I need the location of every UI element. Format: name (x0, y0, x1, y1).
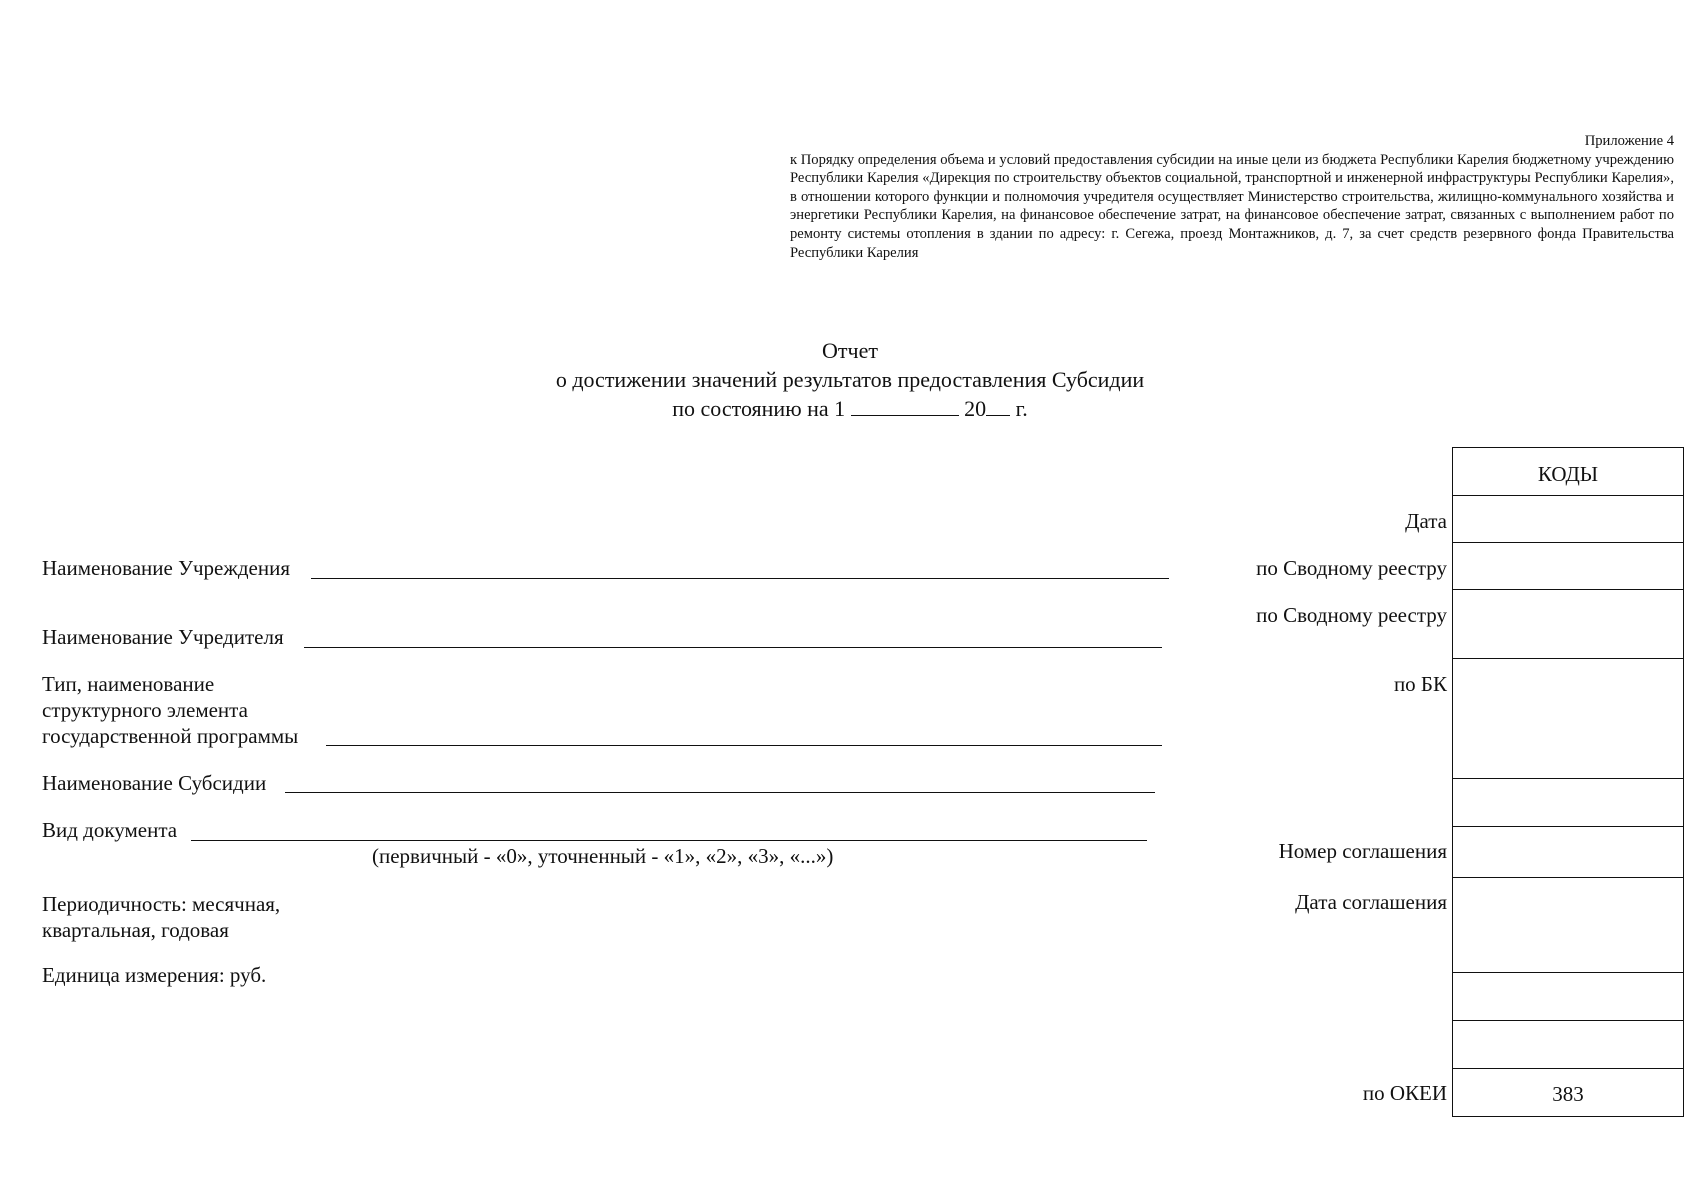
title-line-2: о достижении значений результатов предоставления Субсидии (555, 367, 1145, 392)
code-cell-blank-3[interactable] (1453, 1021, 1683, 1069)
periodicity-label-line-2: квартальная, годовая (42, 918, 229, 942)
institution-label: Наименование Учреждения (42, 556, 290, 580)
title-year-suffix: г. (1015, 396, 1028, 421)
program-label-line-2: структурного элемента (42, 698, 248, 722)
founder-field[interactable] (304, 647, 1162, 648)
code-cell-agreement-date[interactable] (1453, 878, 1683, 973)
code-cell-blank-2[interactable] (1453, 973, 1683, 1021)
appendix-text: к Порядку определения объема и условий предоставления субсидии на иные цели из бюджета Республики Карелия бюджетному учреждению Республики Карелия «Дирекция по строительству объектов социальной, транспортной и инженерной инфраструктуры Республики Карелия», в отношении которого функции и полномочия учредителя осуществляет Министерство строительства, жилищно-коммунального хозяйства и энергетики Республики Карелия, на финансовое обеспечение затрат, на финансовое обеспечение затрат, связанных с выполнением работ по ремонту системы отопления в здании по адресу: г. Сегежа, проезд Монтажников, д. 7, за счет средств резервного фонда Правительства Республики Карелия (790, 151, 1674, 261)
institution-field[interactable] (311, 578, 1169, 579)
doc-type-field[interactable] (191, 840, 1147, 841)
title-year-prefix: 20 (964, 396, 987, 421)
codes-table (1452, 447, 1684, 1117)
registry-code-label-2: по Сводному реестру (1256, 603, 1447, 627)
title-line-3 (450, 394, 1250, 423)
code-cell-bk[interactable] (1453, 659, 1683, 779)
appendix-number: Приложение 4 (1584, 133, 1674, 149)
title-line-1: Отчет (822, 338, 878, 363)
bk-code-label: по БК (1393, 672, 1447, 696)
code-cell-date[interactable] (1453, 496, 1683, 543)
doc-type-label: Вид документа (42, 818, 178, 842)
founder-label: Наименование Учредителя (42, 625, 284, 649)
registry-code-label-1: по Сводному реестру (1256, 556, 1447, 580)
code-cell-registry-2[interactable] (1453, 590, 1683, 659)
code-cell-okei[interactable]: 383 (1453, 1069, 1683, 1117)
agreement-number-label: Номер соглашения (1278, 839, 1447, 863)
unit-label: Единица измерения: руб. (42, 963, 267, 987)
okei-code-label: по ОКЕИ (1362, 1081, 1447, 1105)
report-title (450, 336, 1250, 423)
title-month-blank[interactable] (851, 395, 959, 416)
subsidy-label: Наименование Субсидии (42, 771, 267, 795)
appendix-header (790, 132, 1674, 262)
date-code-label: Дата (1405, 509, 1447, 533)
title-date-prefix: по состоянию на 1 (672, 396, 846, 421)
codes-header: КОДЫ (1453, 448, 1683, 496)
periodicity-label-line-1: Периодичность: месячная, (42, 892, 281, 916)
code-cell-agreement-number[interactable] (1453, 827, 1683, 878)
code-cell-blank-1[interactable] (1453, 779, 1683, 827)
program-label-line-1: Тип, наименование (42, 672, 215, 696)
title-year-blank[interactable] (986, 395, 1010, 416)
subsidy-field[interactable] (285, 792, 1155, 793)
program-field[interactable] (326, 745, 1162, 746)
program-label-line-3: государственной программы (42, 724, 299, 748)
agreement-date-label: Дата соглашения (1295, 890, 1447, 914)
doc-type-note: (первичный - «0», уточненный - «1», «2», «3», «...») (372, 844, 834, 868)
code-cell-registry-1[interactable] (1453, 543, 1683, 590)
